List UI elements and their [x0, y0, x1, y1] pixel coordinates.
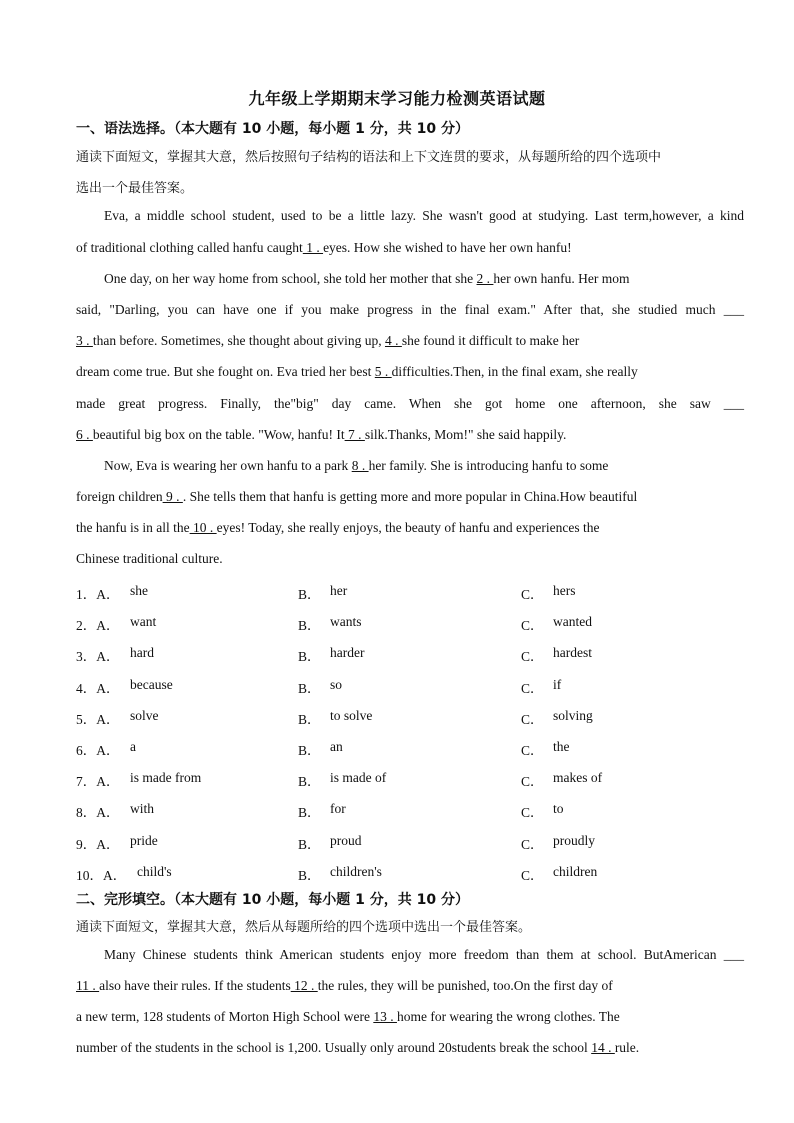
- option-a: she: [130, 583, 148, 598]
- question-number: 6．A．: [76, 743, 120, 758]
- blank-2: 2 .: [476, 271, 494, 286]
- blank-8: 8 .: [351, 458, 369, 473]
- option-b: harder: [330, 645, 365, 660]
- option-c: children: [553, 864, 598, 879]
- option-c-label: C．: [521, 774, 544, 789]
- section1-instruction-line1: 通读下面短文，掌握其大意，然后按照句子结构的语法和上下文连贯的要求，从每题所给的四个选项中: [76, 150, 662, 165]
- option-b-label: B．: [298, 743, 321, 758]
- option-c: hers: [553, 583, 576, 598]
- passage2-line: a new term, 128 students of Morton High School were 13 . home for wearing the wrong clothes. The: [76, 1009, 620, 1024]
- option-b: so: [330, 677, 343, 692]
- blank-6: 6 .: [76, 427, 93, 442]
- option-b: her: [330, 583, 348, 598]
- option-b-label: B．: [298, 681, 321, 696]
- option-b-label: B．: [298, 774, 321, 789]
- passage1-line: the hanfu is in all the 10 . eyes! Today, she really enjoys, the beauty of hanfu and experiences the: [76, 520, 600, 535]
- passage1-line: Eva, a middle school student, used to be a little lazy. She wasn't good at studying. Last term,however, a kind: [104, 208, 744, 223]
- option-c: to: [553, 801, 564, 816]
- passage1-line: foreign children 9 . . She tells them that hanfu is getting more and more popular in China.How beautiful: [76, 489, 638, 504]
- passage1-line: 3 . than before. Sometimes, she thought about giving up, 4 . she found it difficult to make her: [76, 333, 580, 348]
- option-b: wants: [330, 614, 362, 629]
- option-c-label: C．: [521, 805, 544, 820]
- question-number: 1．A．: [76, 587, 120, 602]
- passage1-line: 6 . beautiful big box on the table. "Wow, hanfu! It 7 . silk.Thanks, Mom!" she said happily.: [76, 427, 567, 442]
- option-a: because: [130, 677, 173, 692]
- passage1-line: of traditional clothing called hanfu caught 1 . eyes. How she wished to have her own hanfu!: [76, 240, 572, 255]
- option-b-label: B．: [298, 868, 321, 883]
- option-b-label: B．: [298, 712, 321, 727]
- option-c: wanted: [553, 614, 592, 629]
- passage1-line: made great progress. Finally, the"big" day came. When she got home one afternoon, she saw ___: [76, 396, 744, 411]
- passage1-line: dream come true. But she fought on. Eva tried her best 5 . difficulties.Then, in the final exam, she really: [76, 364, 638, 379]
- question-number: 8．A．: [76, 805, 120, 820]
- passage1-line: Chinese traditional culture.: [76, 551, 223, 566]
- option-c: solving: [553, 708, 593, 723]
- question-number: 7．A．: [76, 774, 120, 789]
- option-a: with: [130, 801, 155, 816]
- option-c-label: C．: [521, 587, 544, 602]
- option-c-label: C．: [521, 743, 544, 758]
- option-a: solve: [130, 708, 159, 723]
- option-c: makes of: [553, 770, 603, 785]
- passage1-line: Now, Eva is wearing her own hanfu to a park 8 . her family. She is introducing hanfu to some: [104, 458, 609, 473]
- question-number: 10．A．: [76, 868, 127, 883]
- blank-7: 7 .: [344, 427, 365, 442]
- option-b-label: B．: [298, 837, 321, 852]
- option-b: an: [330, 739, 343, 754]
- option-a: child's: [137, 864, 172, 879]
- option-c: if: [553, 677, 562, 692]
- option-c-label: C．: [521, 618, 544, 633]
- question-number: 9．A．: [76, 837, 120, 852]
- section2-instruction: 通读下面短文，掌握其大意，然后从每题所给的四个选项中选出一个最佳答案。: [76, 920, 532, 935]
- option-b: children's: [330, 864, 382, 879]
- section1-instruction-line2: 选出一个最佳答案。: [76, 181, 194, 196]
- option-b: is made of: [330, 770, 387, 785]
- option-c-label: C．: [521, 649, 544, 664]
- option-a: is made from: [130, 770, 202, 785]
- blank-3: 3 .: [76, 333, 93, 348]
- option-c: proudly: [553, 833, 595, 848]
- option-b: for: [330, 801, 346, 816]
- option-c: hardest: [553, 645, 592, 660]
- blank-4: 4 .: [384, 333, 402, 348]
- section2-heading: 二、完形填空。（本大题有 10 小题，每小题 1 分，共 10 分）: [76, 892, 469, 908]
- option-c: the: [553, 739, 570, 754]
- option-a: a: [130, 739, 136, 754]
- passage1-line: One day, on her way home from school, she told her mother that she 2 . her own hanfu. Her mom: [104, 271, 630, 286]
- question-number: 4．A．: [76, 681, 120, 696]
- blank-11: 11 .: [76, 978, 100, 993]
- option-b-label: B．: [298, 649, 321, 664]
- option-a: pride: [130, 833, 158, 848]
- option-b-label: B．: [298, 618, 321, 633]
- blank-5: 5 .: [374, 364, 392, 379]
- option-b: proud: [330, 833, 362, 848]
- section1-heading: 一、语法选择。（本大题有 10 小题，每小题 1 分，共 10 分）: [76, 121, 469, 137]
- option-c-label: C．: [521, 681, 544, 696]
- blank-1: 1 .: [302, 240, 324, 255]
- option-c-label: C．: [521, 868, 544, 883]
- option-c-label: C．: [521, 837, 544, 852]
- blank-13: 13 .: [373, 1009, 397, 1024]
- passage2-line: 11 . also have their rules. If the students 12 . the rules, they will be punished, too.On the first day of: [76, 978, 613, 993]
- passage2-line: number of the students in the school is 1,200. Usually only around 20students break the school 14 . rule.: [76, 1040, 640, 1055]
- blank-12: 12 .: [290, 978, 318, 993]
- page-title: 九年级上学期期末学习能力检测英语试题: [248, 89, 546, 108]
- option-c-label: C．: [521, 712, 544, 727]
- blank-10: 10 .: [189, 520, 217, 535]
- passage1-line: said, "Darling, you can have one if you make progress in the final exam." After that, she studied much ___: [76, 302, 744, 317]
- question-number: 3．A．: [76, 649, 120, 664]
- passage2-line: Many Chinese students think American students enjoy more freedom than them at school. ButAmerican ___: [104, 947, 744, 962]
- question-number: 2．A．: [76, 618, 120, 633]
- option-a: want: [130, 614, 157, 629]
- option-a: hard: [130, 645, 154, 660]
- option-b-label: B．: [298, 805, 321, 820]
- option-b-label: B．: [298, 587, 321, 602]
- question-number: 5．A．: [76, 712, 120, 727]
- blank-14: 14 .: [591, 1040, 615, 1055]
- option-b: to solve: [330, 708, 373, 723]
- blank-9: 9 .: [162, 489, 183, 504]
